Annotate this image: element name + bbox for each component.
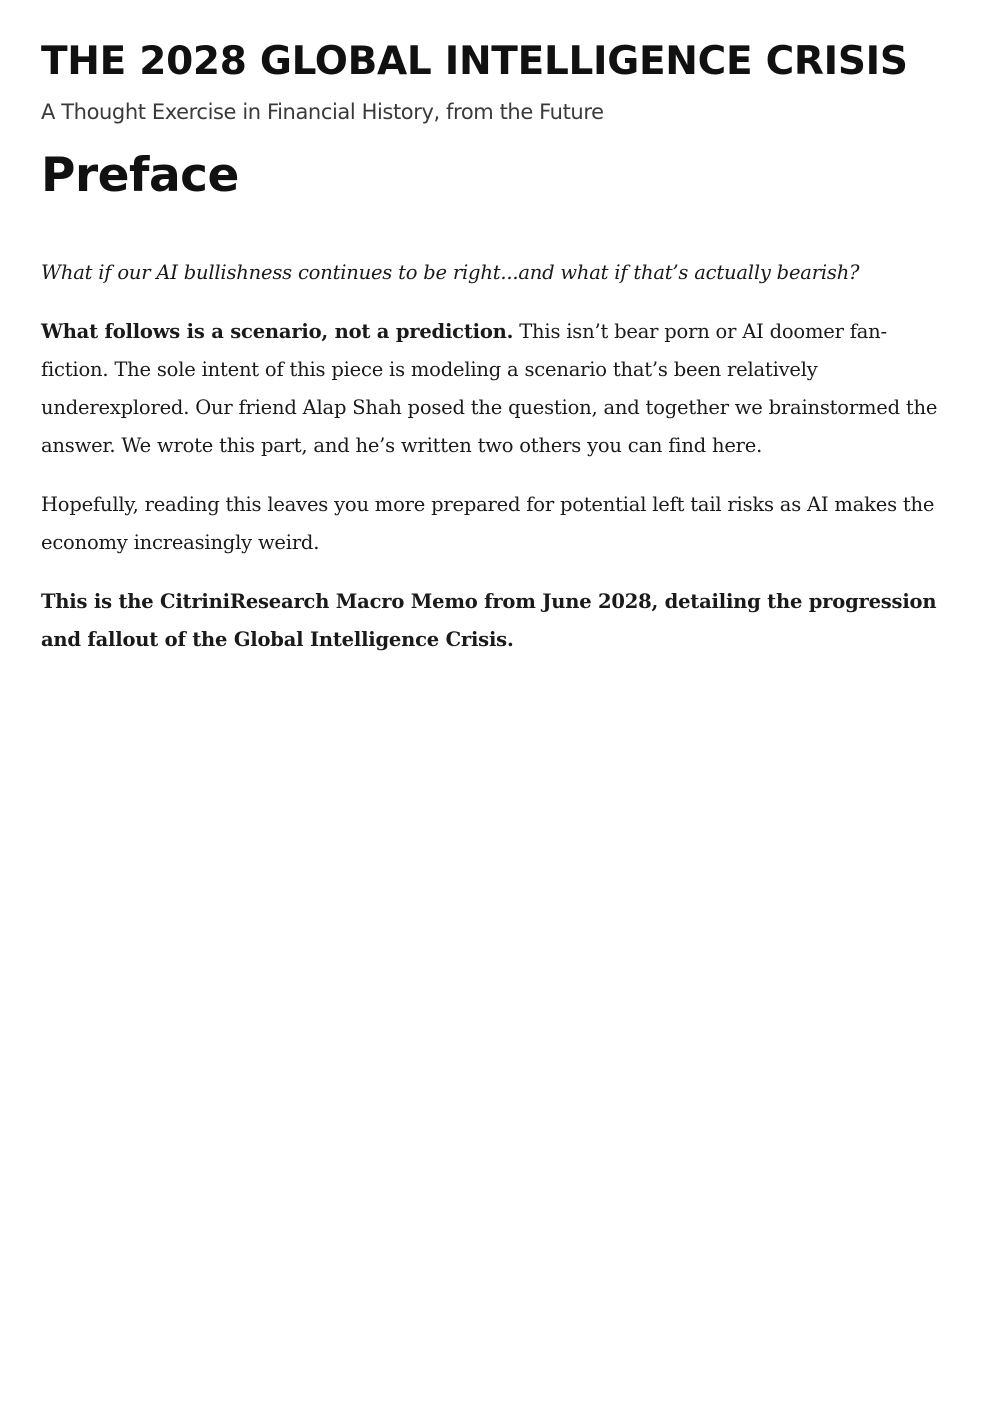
- paragraph-memo-note: This is the CitriniResearch Macro Memo from June 2028, detailing the progression and fallout of the Global Intelligence Crisis.: [41, 590, 937, 651]
- document-title: THE 2028 GLOBAL INTELLIGENCE CRISIS: [41, 39, 908, 84]
- paragraph-scenario-text: This isn’t bear porn or AI doomer fan-fiction. The sole intent of this piece is modeling a scenario that’s been relatively underexplored. Our friend Alap Shah posed the question, and together we brainstormed the answer. We wrote this part, and he’s written two others you can find here.: [41, 320, 938, 457]
- section-heading-preface: Preface: [41, 148, 239, 203]
- paragraph-scenario-lead: What follows is a scenario, not a prediction.: [41, 320, 514, 343]
- document-page: [41, 38, 946, 659]
- document-subtitle: A Thought Exercise in Financial History, from the Future: [41, 100, 604, 124]
- paragraph-scenario: [41, 313, 946, 465]
- paragraph-left-tail: Hopefully, reading this leaves you more prepared for potential left tail risks as AI makes the economy increasingly weird.: [41, 493, 935, 554]
- intro-question: What if our AI bullishness continues to be right...and what if that’s actually bearish?: [41, 261, 860, 284]
